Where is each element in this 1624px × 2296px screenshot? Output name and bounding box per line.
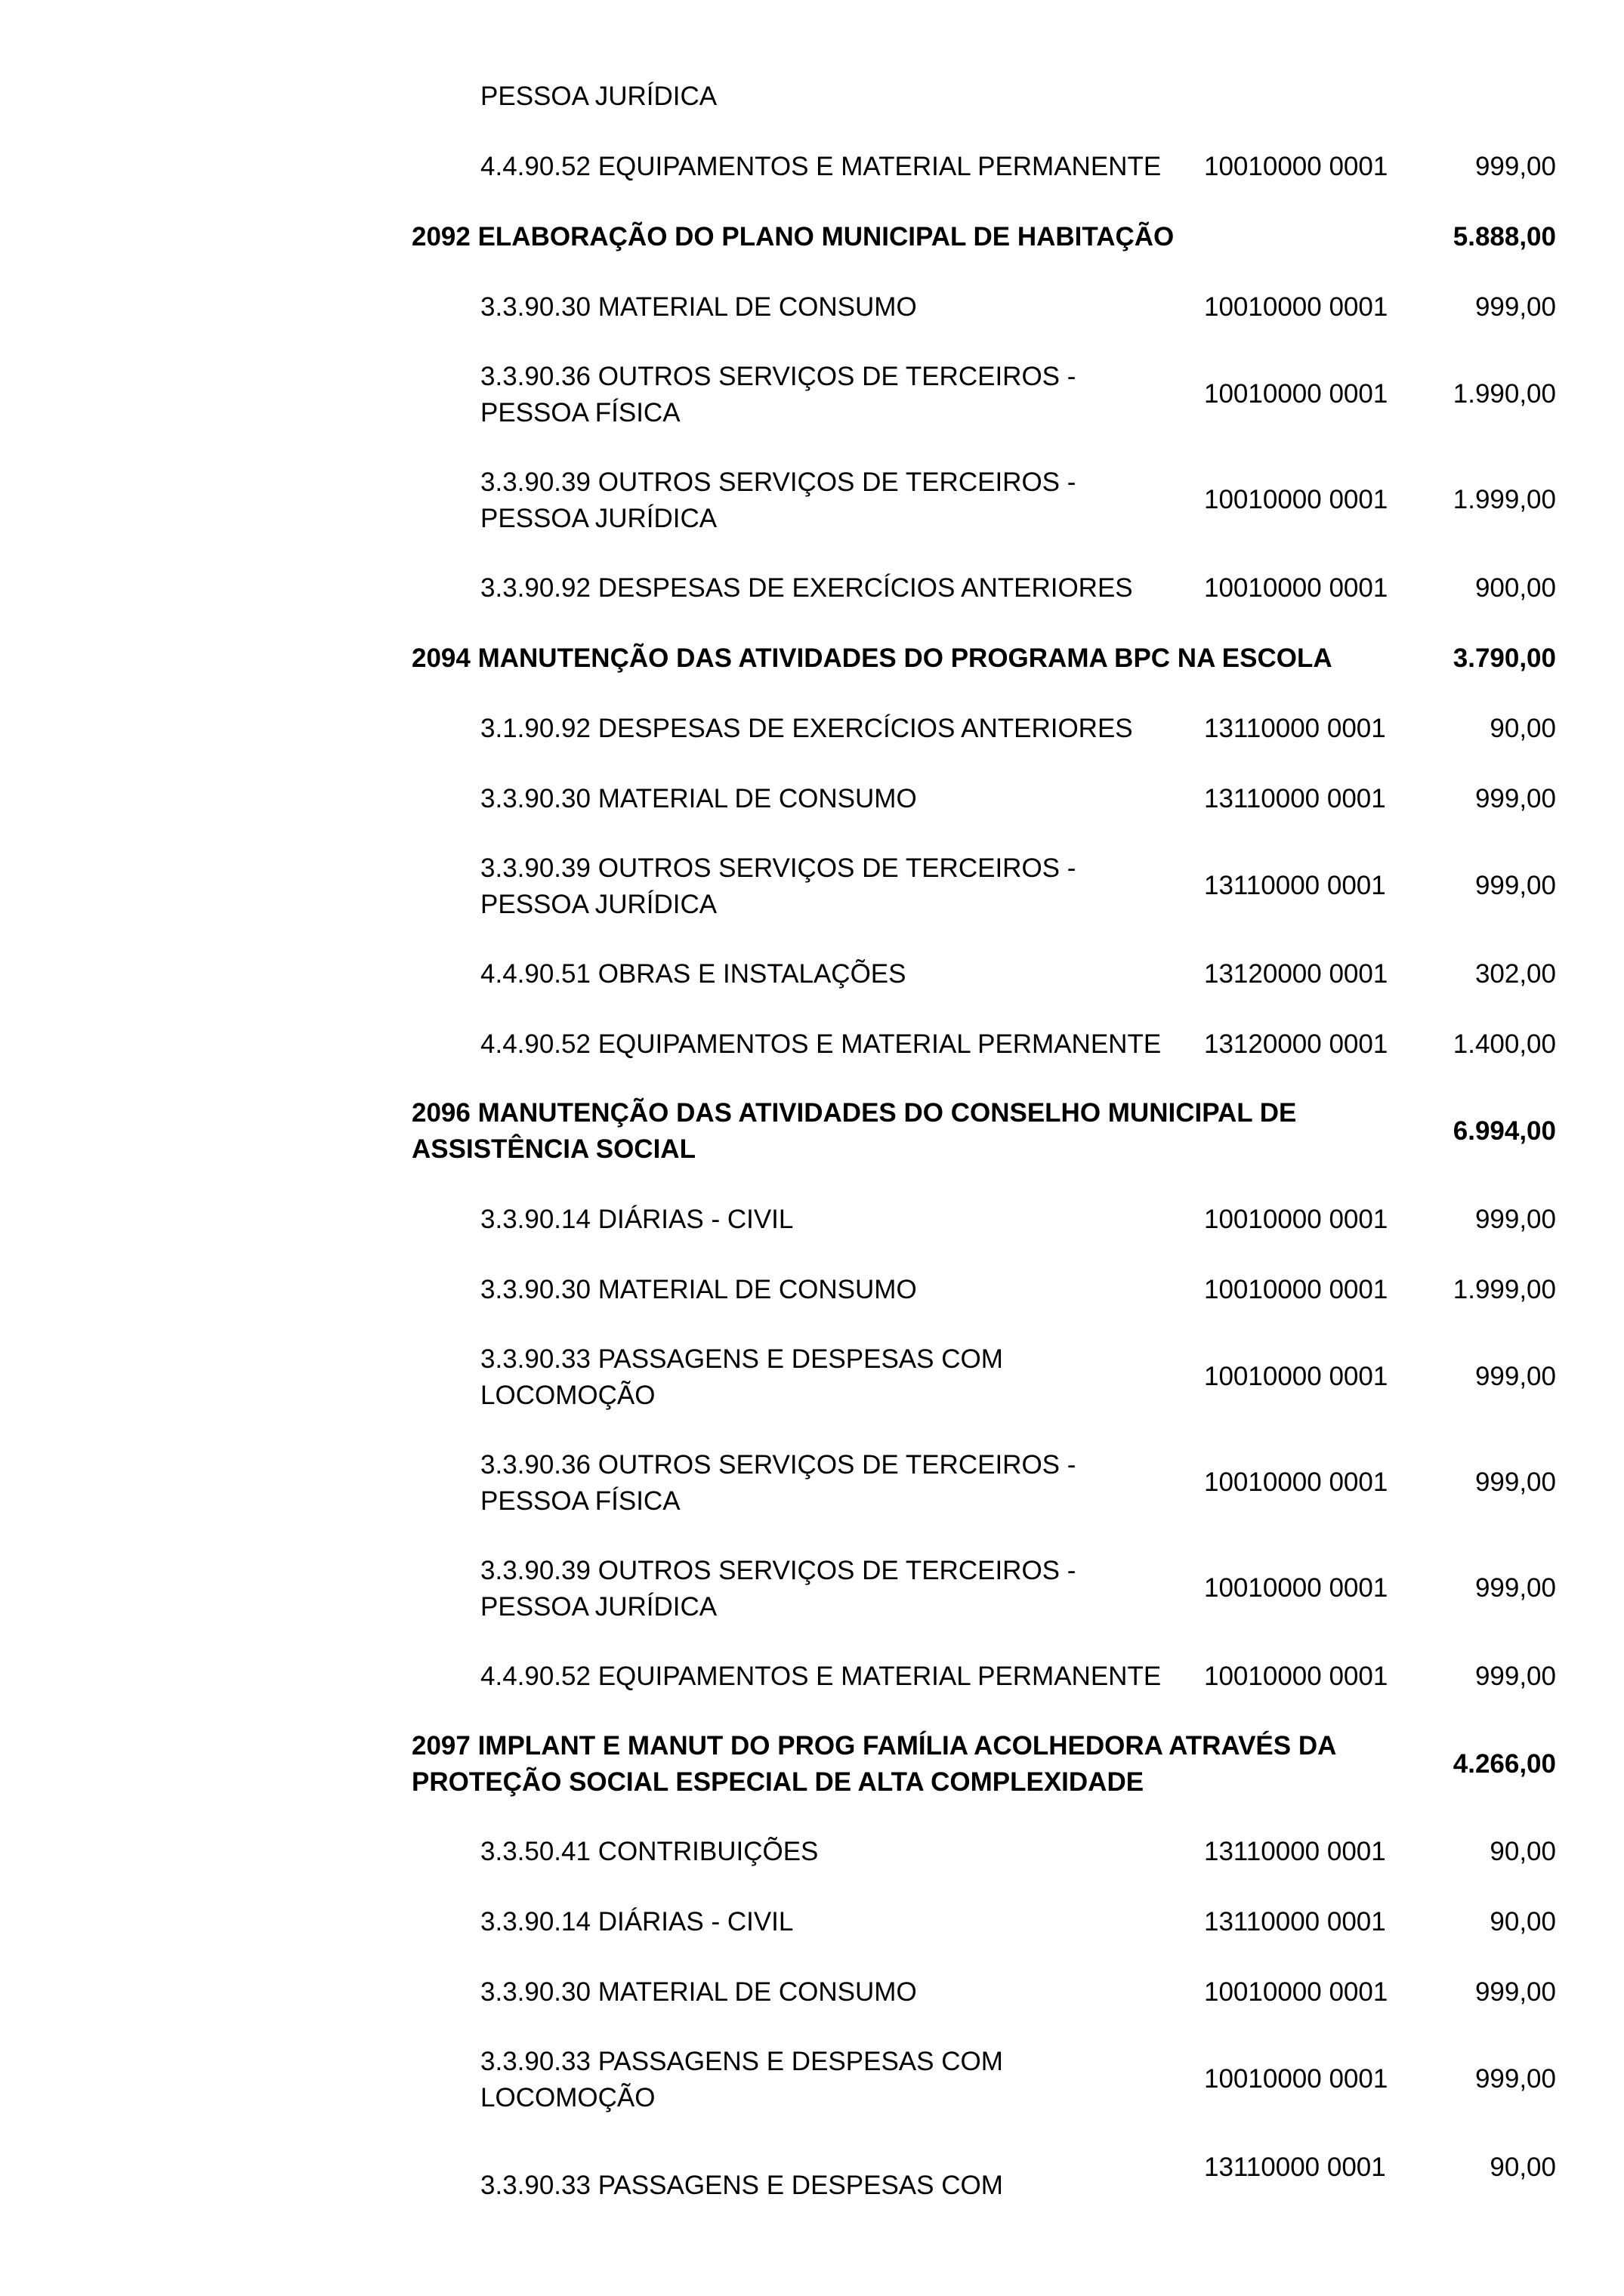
item-description: 3.3.90.92 DESPESAS DE EXERCÍCIOS ANTERIORES [480, 573, 1133, 603]
action-heading: 2096 MANUTENÇÃO DAS ATIVIDADES DO CONSELHO MUNICIPAL DE ASSISTÊNCIA SOCIAL [412, 1098, 1297, 1164]
item-value: 999,00 [1474, 1662, 1556, 1691]
item-source-code: 10010000 0001 [1204, 1362, 1388, 1391]
item-description: 3.1.90.92 DESPESAS DE EXERCÍCIOS ANTERIORES [480, 714, 1133, 743]
item-value: 1.999,00 [1453, 485, 1556, 514]
item-description: 3.3.90.14 DIÁRIAS - CIVIL [480, 1907, 794, 1936]
item-value: 999,00 [1474, 1467, 1556, 1497]
item-value: 999,00 [1474, 1977, 1556, 2007]
item-description: 3.3.50.41 CONTRIBUIÇÕES [480, 1837, 819, 1866]
item-source-code: 13120000 0001 [1204, 959, 1388, 989]
action-total: 4.266,00 [1453, 1749, 1556, 1779]
item-value: 999,00 [1474, 784, 1556, 813]
item-source-code: 13110000 0001 [1204, 871, 1386, 900]
item-source-code: 10010000 0001 [1204, 1977, 1388, 2007]
item-value: 999,00 [1474, 152, 1556, 181]
action-heading: 2092 ELABORAÇÃO DO PLANO MUNICIPAL DE HABITAÇÃO [412, 222, 1175, 252]
item-value: 302,00 [1474, 959, 1556, 989]
item-value: 90,00 [1490, 714, 1556, 743]
item-source-code: 13110000 0001 [1204, 714, 1386, 743]
item-description: 3.3.90.39 OUTROS SERVIÇOS DE TERCEIROS - PESSOA JURÍDICA [480, 1556, 1076, 1622]
item-value: 999,00 [1474, 2064, 1556, 2094]
item-description: 4.4.90.52 EQUIPAMENTOS E MATERIAL PERMANENTE [480, 1662, 1162, 1691]
item-value: 999,00 [1474, 1573, 1556, 1603]
item-source-code: 13110000 0001 [1204, 784, 1386, 813]
item-value: 999,00 [1474, 1362, 1556, 1391]
item-source-code: 10010000 0001 [1204, 152, 1388, 181]
item-source-code: 10010000 0001 [1204, 573, 1388, 603]
item-source-code: 10010000 0001 [1204, 1205, 1388, 1234]
item-value: 90,00 [1490, 1837, 1556, 1866]
item-value: 999,00 [1474, 871, 1556, 900]
item-value: 900,00 [1474, 573, 1556, 603]
action-total: 6.994,00 [1453, 1116, 1556, 1146]
action-heading: 2097 IMPLANT E MANUT DO PROG FAMÍLIA ACOLHEDORA ATRAVÉS DA PROTEÇÃO SOCIAL ESPECIAL DE ALTA COMPLEXIDADE [412, 1731, 1336, 1797]
item-description: 4.4.90.52 EQUIPAMENTOS E MATERIAL PERMANENTE [480, 152, 1162, 181]
item-value: 1.400,00 [1453, 1029, 1556, 1059]
item-description: 3.3.90.36 OUTROS SERVIÇOS DE TERCEIROS - PESSOA FÍSICA [480, 1450, 1076, 1516]
item-description: 4.4.90.52 EQUIPAMENTOS E MATERIAL PERMANENTE [480, 1029, 1162, 1059]
item-description: 3.3.90.30 MATERIAL DE CONSUMO [480, 1977, 917, 2007]
item-value: 1.990,00 [1453, 379, 1556, 409]
item-source-code: 10010000 0001 [1204, 1275, 1388, 1304]
item-description: 4.4.90.51 OBRAS E INSTALAÇÕES [480, 959, 906, 989]
item-value: 1.999,00 [1453, 1275, 1556, 1304]
item-description: 3.3.90.33 PASSAGENS E DESPESAS COM [480, 2171, 1003, 2200]
item-description: 3.3.90.36 OUTROS SERVIÇOS DE TERCEIROS - PESSOA FÍSICA [480, 362, 1076, 427]
item-description: 3.3.90.33 PASSAGENS E DESPESAS COM LOCOMOÇÃO [480, 2047, 1003, 2112]
item-source-code: 10010000 0001 [1204, 2064, 1388, 2094]
item-description: 3.3.90.30 MATERIAL DE CONSUMO [480, 1275, 917, 1304]
item-value: 90,00 [1490, 2152, 1556, 2182]
item-source-code: 10010000 0001 [1204, 379, 1388, 409]
item-description: 3.3.90.33 PASSAGENS E DESPESAS COM LOCOMOÇÃO [480, 1344, 1003, 1410]
item-source-code: 10010000 0001 [1204, 1573, 1388, 1603]
item-value: 999,00 [1474, 292, 1556, 322]
action-total: 3.790,00 [1453, 643, 1556, 673]
item-description: 3.3.90.39 OUTROS SERVIÇOS DE TERCEIROS - PESSOA JURÍDICA [480, 468, 1076, 533]
item-source-code: 13110000 0001 [1204, 1907, 1386, 1936]
item-source-code: 13120000 0001 [1204, 1029, 1388, 1059]
item-description: 3.3.90.14 DIÁRIAS - CIVIL [480, 1205, 794, 1234]
item-source-code: 13110000 0001 [1204, 2152, 1386, 2182]
item-source-code: 10010000 0001 [1204, 1467, 1388, 1497]
item-source-code: 10010000 0001 [1204, 292, 1388, 322]
item-description: 3.3.90.30 MATERIAL DE CONSUMO [480, 292, 917, 322]
item-description: 3.3.90.39 OUTROS SERVIÇOS DE TERCEIROS - PESSOA JURÍDICA [480, 853, 1076, 919]
action-total: 5.888,00 [1453, 222, 1556, 252]
item-value: 999,00 [1474, 1205, 1556, 1234]
item-description: PESSOA JURÍDICA [480, 82, 718, 111]
item-source-code: 13110000 0001 [1204, 1837, 1386, 1866]
item-source-code: 10010000 0001 [1204, 1662, 1388, 1691]
item-value: 90,00 [1490, 1907, 1556, 1936]
action-heading: 2094 MANUTENÇÃO DAS ATIVIDADES DO PROGRAMA BPC NA ESCOLA [412, 643, 1332, 673]
item-source-code: 10010000 0001 [1204, 485, 1388, 514]
item-description: 3.3.90.30 MATERIAL DE CONSUMO [480, 784, 917, 813]
